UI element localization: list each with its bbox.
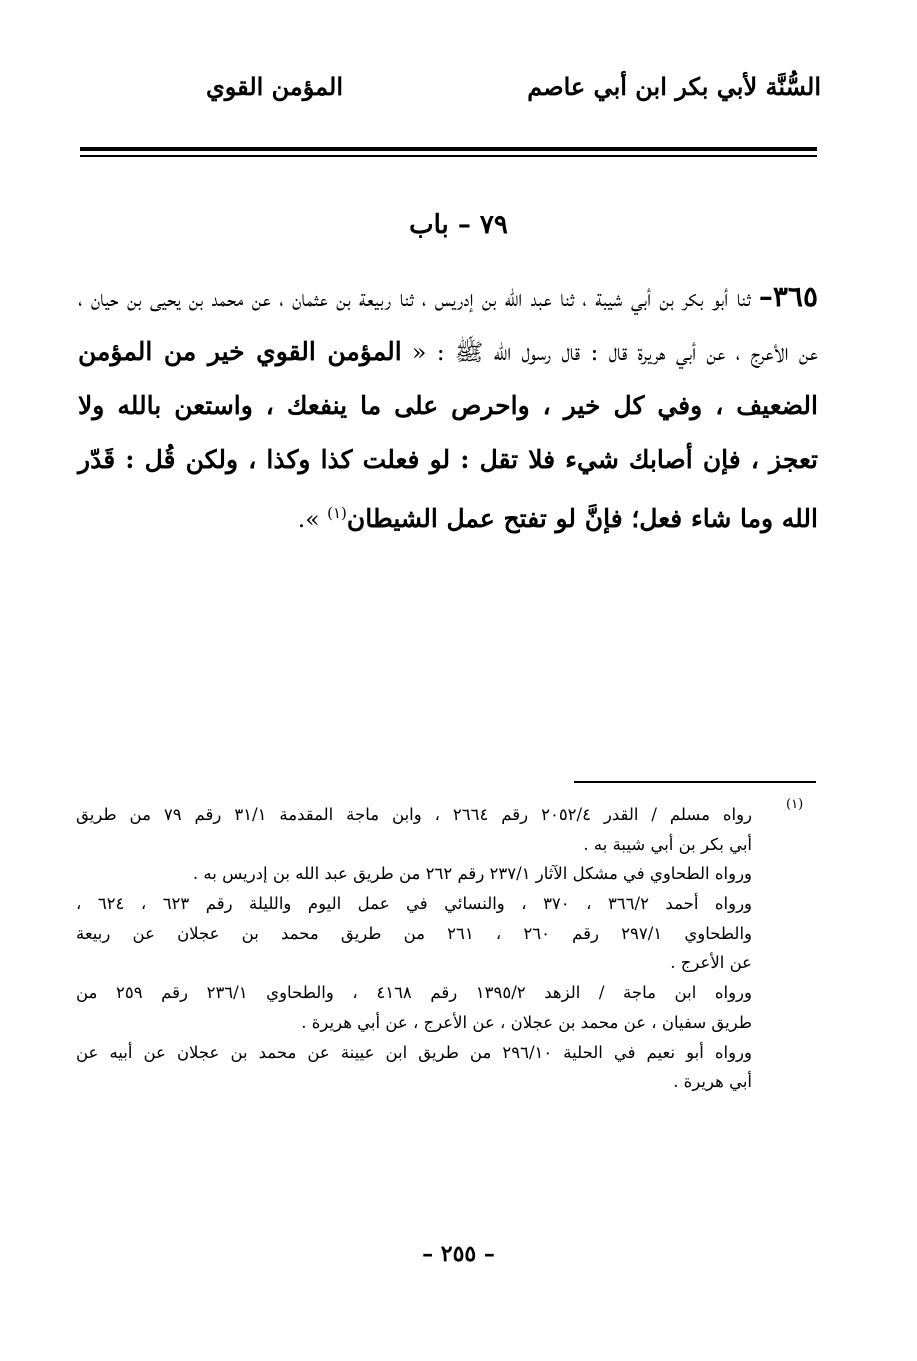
hadith-number: ٣٦٥– <box>758 280 818 313</box>
footnote-line: ورواه ابن ماجة / الزهد ١٣٩٥/٢ رقم ٤١٦٨ ، والطحاوي ٢٣٦/١ رقم ٢٥٩ من <box>76 983 752 1003</box>
hadith-paragraph <box>78 270 818 546</box>
footnote-line: عن الأعرج . <box>670 953 752 973</box>
header-rule-thin <box>80 155 817 157</box>
hadith-closing: ». <box>297 504 328 533</box>
footnote-line: طريق سفيان ، عن محمد بن عجلان ، عن الأعرج ، عن أبي هريرة . <box>301 1012 752 1032</box>
footnote-line: رواه مسلم / القدر ٢٠٥٢/٤ رقم ٢٦٦٤ ، وابن ماجة المقدمة ٣١/١ رقم ٧٩ من طريق <box>76 805 752 824</box>
footnote-line: أبي هريرة . <box>673 1072 752 1092</box>
hadith-isnad: ثنا أبو بكر بن أبي شيبة ، ثنا عبد الله بن إدريس ، ثنا ربيعة بن عثمان ، عن محمد بن يحيى بن حيان ، عن الأعرج ، عن أبي هريرة قال : قال رسول الله ﷺ : « <box>78 284 818 366</box>
header-rule-thick <box>80 147 817 151</box>
running-header-topic: المؤمن القوي <box>206 72 344 101</box>
footnote-marker: (١) <box>786 797 804 812</box>
footnote-line: ورواه أحمد ٣٦٦/٢ ، ٣٧٠ ، والنسائي في عمل اليوم والليلة رقم ٦٢٣ ، ٦٢٤ ، <box>76 894 752 914</box>
footnote-line: ورواه أبو نعيم في الحلية ٢٩٦/١٠ من طريق ابن عيينة عن محمد بن عجلان عن أبيه عن <box>76 1042 752 1062</box>
footnote-line: والطحاوي ٢٩٧/١ رقم ٢٦٠ ، ٢٦١ من طريق محمد بن عجلان عن ربيعة <box>76 923 752 943</box>
footnote-separator <box>574 781 816 783</box>
hadith-matn: المؤمن القوي خير من المؤمن الضعيف ، وفي كل خير ، واحرص على ما ينفعك ، واستعن بالله ولا تعجز ، فإن أصابك شيء فلا تقل : لو فعلت كذا وكذا ، ولكن قُل : قَدّر الله وما شاء فعل؛ فإنَّ لو تفتح عمل الشيطان <box>78 337 818 533</box>
footnote-line: أبي بكر بن أبي شيبة به . <box>583 834 752 854</box>
footnotes <box>76 800 752 1097</box>
chapter-heading: ٧٩ – باب <box>409 210 508 240</box>
running-header-book-title: السُّنَّة لأبي بكر ابن أبي عاصم <box>527 72 821 101</box>
page-number: – ٢٥٥ – <box>422 1241 495 1267</box>
footnote-line: ورواه الطحاوي في مشكل الآثار ٢٣٧/١ رقم ٢٦٢ من طريق عبد الله بن إدريس به . <box>192 864 752 884</box>
footnote-reference: (١) <box>327 504 347 522</box>
